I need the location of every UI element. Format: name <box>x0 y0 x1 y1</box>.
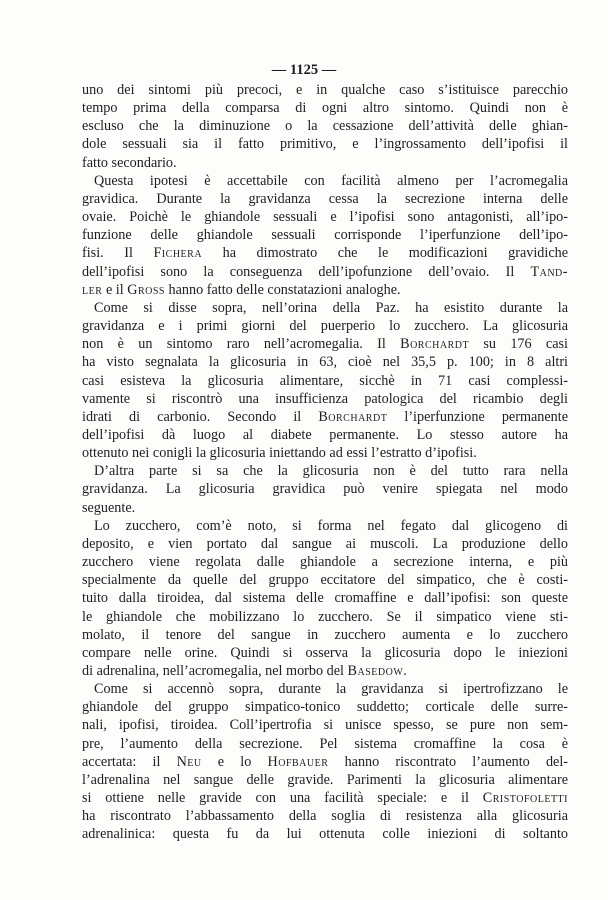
text-line <box>82 208 568 226</box>
text-segment: Come si disse sopra, nell’orina della Paz. ha esistito durante la <box>94 299 568 316</box>
text-line <box>82 589 568 607</box>
text-line <box>82 172 568 190</box>
text-segment: dell’ipofisi sono la conseguenza dell’ipofunzione dell’ovaio. Il <box>82 263 531 280</box>
text-line <box>82 99 568 117</box>
text-segment: e lo <box>201 753 268 770</box>
author-name: Cristofoletti <box>482 790 568 807</box>
text-line <box>82 117 568 135</box>
text-segment: D’altra parte si sa che la glicosuria non è del tutto rara nella <box>94 463 568 480</box>
body-text <box>82 81 568 844</box>
text-segment: adrenalinica: questa fu da lui ottenuta colle iniezioni di soltanto <box>82 826 568 843</box>
text-segment: molato, il tenore del sangue in zucchero aumenta e lo zucchero <box>82 626 568 643</box>
text-segment: ha riscontrato l’abbassamento della soglia di resistenza alla glicosuria <box>82 808 568 825</box>
text-line <box>82 499 568 517</box>
text-line <box>82 444 568 462</box>
text-segment: ovaie. Poichè le ghiandole sessuali e l’ipofisi sono antagonisti, all’ipo- <box>82 209 568 226</box>
text-segment: ha visto segnalata la glicosuria in 63, cioè nel 35,5 p. 100; in 8 altri <box>82 354 568 371</box>
text-segment: gravidica. Durante la gravidanza cessa la secrezione interna delle <box>82 190 568 207</box>
text-segment: seguente. <box>82 499 136 516</box>
text-segment: hanno fatto delle constatazioni analoghe. <box>164 281 401 298</box>
author-name: Borchardt <box>400 336 470 353</box>
author-name: Neu <box>176 753 202 770</box>
text-segment: Come si accennò sopra, durante la gravidanza si ipertrofizzano le <box>94 681 568 698</box>
text-line <box>82 263 568 281</box>
text-line <box>82 698 568 716</box>
text-segment: nali, ipofisi, tiroidea. Coll’ipertrofia si unisce spesso, se pure non sem- <box>82 717 568 734</box>
text-line <box>82 226 568 244</box>
text-segment: e il <box>102 281 128 298</box>
text-segment: ghiandole del gruppo simpatico-tonico suddetto; corticale delle surre- <box>82 699 568 716</box>
text-line <box>82 335 568 353</box>
author-name: Fichera <box>153 245 203 262</box>
text-segment: l’iperfunzione permanente <box>387 408 568 425</box>
text-segment: tempo prima della comparsa di ogni altro sintomo. Quindi non è <box>82 100 568 117</box>
text-line <box>82 135 568 153</box>
text-line <box>82 462 568 480</box>
text-line <box>82 390 568 408</box>
text-segment: dell’ipofisi dà luogo al diabete permanente. Lo stesso autore ha <box>82 426 568 443</box>
text-line <box>82 353 568 371</box>
text-segment: ottenuto nei conigli la glicosuria iniettando ad essi l’estratto d’ipofisi. <box>82 445 477 462</box>
text-line <box>82 735 568 753</box>
author-name: Borchardt <box>318 408 388 425</box>
text-segment: uno dei sintomi più precoci, e in qualche caso s’istituisce parecchio <box>82 82 568 98</box>
text-line <box>82 571 568 589</box>
author-name: Gross <box>127 281 165 298</box>
text-segment: fatto secondario. <box>82 154 177 171</box>
text-segment: le ghiandole che mobilizzano lo zucchero. Se il simpatico viene sti- <box>82 608 568 625</box>
text-line <box>82 553 568 571</box>
text-line <box>82 408 568 426</box>
text-line <box>82 299 568 317</box>
text-segment: hanno riscontrato l’aumento del- <box>328 753 568 770</box>
text-segment: accertata: il <box>82 753 177 770</box>
text-segment: vamente si riscontrò una insufficienza patologica del ricambio degli <box>82 390 568 407</box>
text-segment: gravidanza. La glicosuria gravidica può venire spiegata nel modo <box>82 481 568 498</box>
text-segment: idrati di carbonio. Secondo il <box>82 408 319 425</box>
text-line <box>82 807 568 825</box>
text-segment: su 176 casi <box>469 336 568 353</box>
text-line <box>82 281 568 299</box>
text-segment: funzione delle ghiandole sessuali corrisponde l’iperfunzione dell’ipo- <box>82 227 568 244</box>
text-segment: di adrenalina, nell’acromegalia, nel morbo del <box>82 663 348 679</box>
text-segment: escluso che la diminuzione o la cessazione dell’attività delle ghian- <box>82 118 568 135</box>
text-segment: Questa ipotesi è accettabile con facilità almeno per l’acromegalia <box>94 172 568 189</box>
text-line <box>82 825 568 843</box>
text-line <box>82 517 568 535</box>
text-line <box>82 662 568 680</box>
page-number: — 1125 — <box>271 62 337 78</box>
text-line <box>82 372 568 390</box>
text-line <box>82 480 568 498</box>
text-segment: . <box>403 663 407 679</box>
text-line <box>82 608 568 626</box>
text-line <box>82 680 568 698</box>
text-segment: fisi. Il <box>82 245 154 262</box>
text-line <box>82 716 568 734</box>
text-line <box>82 154 568 172</box>
text-segment: casi esisteva la glicosuria alimentare, sicchè in 71 casi complessi- <box>82 372 568 389</box>
text-line <box>82 190 568 208</box>
text-line <box>82 771 568 789</box>
text-line <box>82 244 568 262</box>
text-segment: ha dimostrato che le modificazioni gravidiche <box>202 245 569 262</box>
text-segment: gravidanza e i primi giorni del puerperio lo zucchero. La glicosuria <box>82 318 568 335</box>
text-segment: Lo zucchero, com’è noto, si forma nel fegato dal glicogeno di <box>94 517 568 534</box>
text-segment: compare nelle orine. Quindi si osserva la glicosuria dopo le iniezioni <box>82 644 568 661</box>
text-line <box>82 644 568 662</box>
author-name: Hofbauer <box>267 753 329 770</box>
text-line <box>82 317 568 335</box>
text-line <box>82 753 568 771</box>
text-segment: dole sessuali sia il fatto primitivo, e l’ingrossamento dell’ipofisi il <box>82 136 568 153</box>
text-line <box>82 426 568 444</box>
text-segment: deposito, e vien portato dal sangue ai muscoli. La produzione dello <box>82 535 568 552</box>
text-line <box>82 626 568 644</box>
author-name: ler <box>82 281 103 298</box>
text-line <box>82 789 568 807</box>
text-segment: si ottiene nelle gravide con una facilità speciale: e il <box>82 790 483 807</box>
text-segment: pre, l’aumento della secrezione. Pel sistema cromaffine la cosa è <box>82 735 568 752</box>
text-segment: zucchero viene regolata dalle ghiandole a secrezione interna, e più <box>82 554 568 571</box>
text-line <box>82 81 568 99</box>
text-segment: specialmente da quelle del gruppo eccitatore del simpatico, che è costi- <box>82 572 568 589</box>
text-segment: l’adrenalina nel sangue delle gravide. Parimenti la glicosuria alimentare <box>82 771 568 788</box>
author-name: Tand- <box>530 263 568 280</box>
text-line <box>82 535 568 553</box>
text-segment: tuito dalla tiroidea, dal sistema delle cromaffine e dall’ipofisi: son queste <box>82 590 568 607</box>
text-segment: non è un sintomo raro nell’acromegalia. Il <box>82 336 401 353</box>
author-name: Basedow <box>347 663 404 679</box>
